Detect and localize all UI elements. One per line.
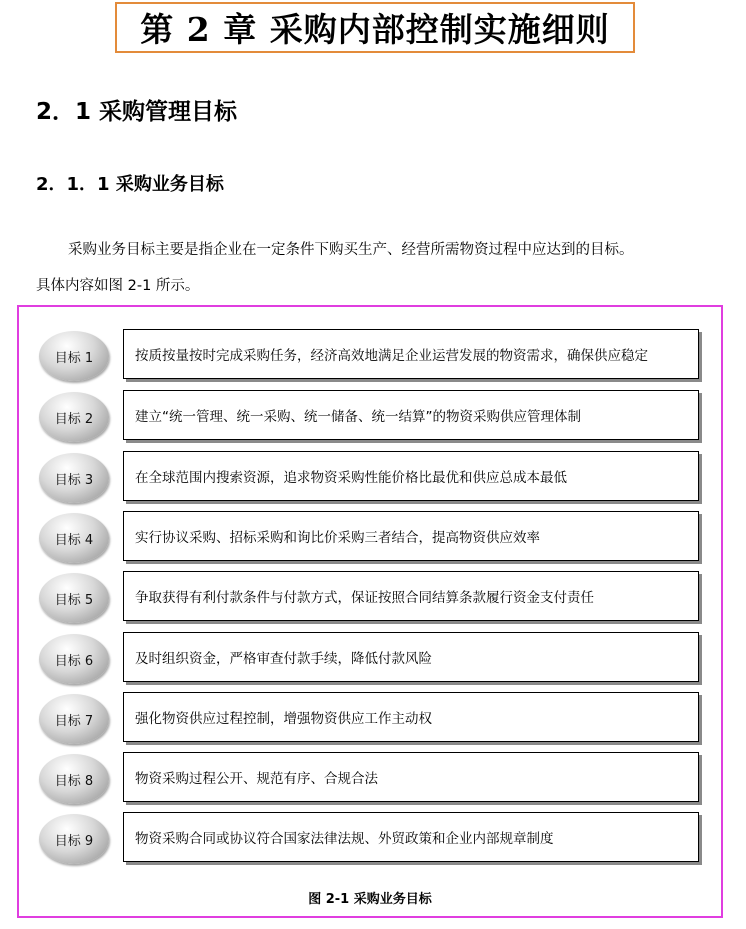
goal-row — [39, 571, 701, 625]
goal-row — [39, 511, 701, 565]
goal-row — [39, 812, 701, 866]
goal-description: 实行协议采购、招标采购和询比价采购三者结合，提高物资供应效率 — [123, 511, 699, 561]
goal-row — [39, 451, 701, 505]
goal-badge: 目标 8 — [39, 754, 109, 804]
goal-row — [39, 329, 701, 383]
figure-frame — [17, 305, 723, 918]
goal-description: 在全球范围内搜索资源，追求物资采购性能价格比最优和供应总成本最低 — [123, 451, 699, 501]
goal-badge: 目标 7 — [39, 694, 109, 744]
goal-badge: 目标 2 — [39, 392, 109, 442]
goal-badge: 目标 5 — [39, 573, 109, 623]
goal-badge: 目标 6 — [39, 634, 109, 684]
goal-badge: 目标 4 — [39, 513, 109, 563]
goal-description: 强化物资供应过程控制，增强物资供应工作主动权 — [123, 692, 699, 742]
chapter-title: 第 2 章 采购内部控制实施细则 — [115, 2, 635, 53]
figure-caption: 图 2-1 采购业务目标 — [308, 892, 432, 907]
goal-badge: 目标 9 — [39, 814, 109, 864]
goal-badge: 目标 3 — [39, 453, 109, 503]
goal-description: 争取获得有利付款条件与付款方式，保证按照合同结算条款履行资金支付责任 — [123, 571, 699, 621]
section-heading: 2．1 采购管理目标 — [36, 99, 238, 125]
goal-row — [39, 692, 701, 746]
subsection-heading: 2．1．1 采购业务目标 — [36, 174, 224, 195]
goal-row — [39, 390, 701, 444]
goal-description: 物资采购合同或协议符合国家法律法规、外贸政策和企业内部规章制度 — [123, 812, 699, 862]
goal-description: 及时组织资金，严格审查付款手续，降低付款风险 — [123, 632, 699, 682]
goal-row — [39, 752, 701, 806]
goal-badge: 目标 1 — [39, 331, 109, 381]
goal-description: 建立“统一管理、统一采购、统一储备、统一结算”的物资采购供应管理体制 — [123, 390, 699, 440]
body-paragraph-line-2: 具体内容如图 2-1 所示。 — [36, 278, 200, 294]
body-paragraph-line-1: 采购业务目标主要是指企业在一定条件下购买生产、经营所需物资过程中应达到的目标。 — [68, 242, 634, 258]
goal-description: 物资采购过程公开、规范有序、合规合法 — [123, 752, 699, 802]
goal-row — [39, 632, 701, 686]
goal-description: 按质按量按时完成采购任务，经济高效地满足企业运营发展的物资需求，确保供应稳定 — [123, 329, 699, 379]
